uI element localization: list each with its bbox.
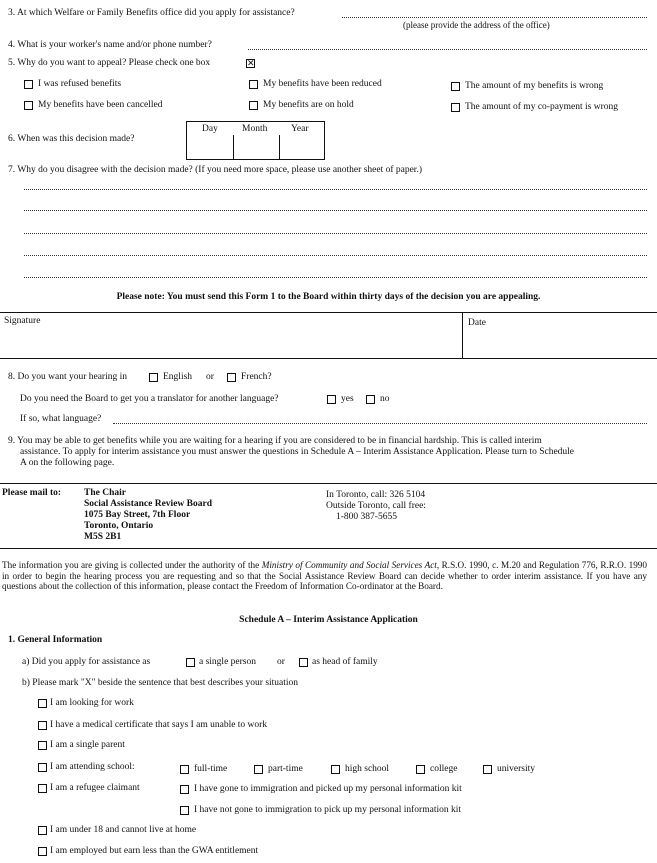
single-parent-checkbox[interactable] <box>38 741 47 750</box>
day-field[interactable] <box>187 135 233 159</box>
year-field[interactable] <box>280 135 324 159</box>
q8-label: 8. Do you want your hearing in <box>8 372 127 382</box>
mail-address-5: M5S 2B1 <box>84 532 122 542</box>
date-label: Date <box>468 318 486 328</box>
refused-checkbox[interactable] <box>24 80 33 89</box>
full-time-label: full-time <box>194 764 228 774</box>
translator-yes-label: yes <box>341 394 354 404</box>
q7-line-2[interactable] <box>24 210 647 211</box>
high-school-label: high school <box>345 764 390 774</box>
medical-label: I have a medical certificate that says I am unable to work <box>50 720 268 730</box>
mail-address-1: The Chair <box>84 488 126 498</box>
privacy-act: Ministry of Community and Social Services Act <box>261 560 437 570</box>
english-checkbox[interactable] <box>149 373 158 382</box>
q9-line-3: A on the following page. <box>20 458 115 468</box>
school-label: I am attending school: <box>50 762 135 772</box>
q5-example-checked-box <box>246 59 255 68</box>
immigration-picked-up-checkbox[interactable] <box>180 785 189 794</box>
phone-toronto: In Toronto, call: 326 5104 <box>326 490 426 500</box>
full-time-checkbox[interactable] <box>180 765 189 774</box>
q3-answer-line[interactable] <box>342 17 647 18</box>
looking-label: I am looking for work <box>50 698 134 708</box>
qb-label: b) Please mark "X" beside the sentence that best describes your situation <box>22 678 299 688</box>
q4-label: 4. What is your worker's name and/or phone number? <box>8 40 212 50</box>
french-label: French? <box>241 372 272 382</box>
translator-yes-checkbox[interactable] <box>327 395 336 404</box>
head-of-family-checkbox[interactable] <box>299 658 308 667</box>
employed-label: I am employed but earn less than the GWA entitlement <box>50 846 259 856</box>
mail-bottom-rule <box>0 548 657 549</box>
q7-line-4[interactable] <box>24 255 647 256</box>
refugee-label: I am a refugee claimant <box>50 783 140 793</box>
university-checkbox[interactable] <box>483 765 492 774</box>
part-time-label: part-time <box>268 764 303 774</box>
french-checkbox[interactable] <box>227 373 236 382</box>
school-checkbox[interactable] <box>38 763 47 772</box>
cancelled-label: My benefits have been cancelled <box>38 100 163 110</box>
immigration-picked-up-label: I have gone to immigration and picked up my personal information kit <box>194 784 462 794</box>
immigration-not-picked-up-label: I have not gone to immigration to pick up my personal information kit <box>194 805 462 815</box>
college-label: college <box>430 764 458 774</box>
language-answer-line[interactable] <box>113 423 647 424</box>
amount-wrong-label: The amount of my benefits is wrong <box>465 81 604 91</box>
mail-top-rule <box>0 483 657 484</box>
privacy-post: , R.S.O. 1990, c. M.20 and Regulation 776, R.R.O. 1990 in order to begin the hearing process you are requesting and so that the Social Assistance Review Board can decide whether to order interim assistance. If you have any questions about the collection of this information, please contact the Freedom of Information Co-ordinator at the Board. <box>2 560 647 591</box>
qa-or: or <box>277 657 285 667</box>
qa-label: a) Did you apply for assistance as <box>22 657 151 667</box>
month-label: Month <box>242 124 268 134</box>
medical-checkbox[interactable] <box>38 721 47 730</box>
mail-address-2: Social Assistance Review Board <box>84 499 212 509</box>
section-1-heading: 1. General Information <box>8 635 103 645</box>
translator-no-label: no <box>380 394 390 404</box>
english-label: English <box>163 372 193 382</box>
under-18-label: I am under 18 and cannot live at home <box>50 825 197 835</box>
q6-label: 6. When was this decision made? <box>8 134 135 144</box>
employed-checkbox[interactable] <box>38 847 47 856</box>
q3-label: 3. At which Welfare or Family Benefits office did you apply for assistance? <box>8 8 295 18</box>
date-field[interactable] <box>463 313 657 357</box>
signature-label: Signature <box>4 316 41 326</box>
schedule-title: Schedule A – Interim Assistance Application <box>239 615 418 625</box>
refugee-checkbox[interactable] <box>38 784 47 793</box>
q9-line-1: 9. You may be able to get benefits while you are waiting for a hearing if you are considered to be in financial hardship. This is called interim <box>8 436 542 446</box>
q7-line-3[interactable] <box>24 233 647 234</box>
day-label: Day <box>202 124 218 134</box>
cancelled-checkbox[interactable] <box>24 101 33 110</box>
language-question: If so, what language? <box>20 414 102 424</box>
refused-label: I was refused benefits <box>38 79 122 89</box>
single-person-label: a single person <box>199 657 256 667</box>
mail-label: Please mail to: <box>2 488 62 498</box>
looking-checkbox[interactable] <box>38 699 47 708</box>
amount-wrong-checkbox[interactable] <box>451 82 460 91</box>
year-label: Year <box>291 124 309 134</box>
immigration-not-picked-up-checkbox[interactable] <box>180 806 189 815</box>
copayment-wrong-label: The amount of my co-payment is wrong <box>465 102 619 112</box>
deadline-note: Please note: You must send this Form 1 to the Board within thirty days of the decision you are appealing. <box>116 292 541 302</box>
q7-line-5[interactable] <box>24 277 647 278</box>
college-checkbox[interactable] <box>416 765 425 774</box>
signature-bottom-rule <box>0 358 657 359</box>
reduced-checkbox[interactable] <box>249 80 258 89</box>
reduced-label: My benefits have been reduced <box>263 79 382 89</box>
translator-no-checkbox[interactable] <box>366 395 375 404</box>
q9-line-2: assistance. To apply for interim assistance you must answer the questions in Schedule A – Interim Assistance Application. Please turn to Schedule <box>20 447 575 457</box>
phone-outside: Outside Toronto, call free: <box>326 501 426 511</box>
single-person-checkbox[interactable] <box>186 658 195 667</box>
privacy-notice <box>2 560 647 592</box>
q5-label: 5. Why do you want to appeal? Please check one box <box>8 58 211 68</box>
q7-line-1[interactable] <box>24 189 647 190</box>
part-time-checkbox[interactable] <box>254 765 263 774</box>
q8-or: or <box>206 372 214 382</box>
on-hold-checkbox[interactable] <box>249 101 258 110</box>
phone-tollfree: 1-800 387-5655 <box>336 512 397 522</box>
mail-address-3: 1075 Bay Street, 7th Floor <box>84 510 191 520</box>
q7-label: 7. Why do you disagree with the decision made? (If you need more space, please use another sheet of paper.) <box>8 165 422 175</box>
head-of-family-label: as head of family <box>312 657 378 667</box>
on-hold-label: My benefits are on hold <box>263 100 354 110</box>
q4-answer-line[interactable] <box>248 49 647 50</box>
privacy-pre: The information you are giving is collected under the authority of the <box>2 560 262 570</box>
high-school-checkbox[interactable] <box>331 765 340 774</box>
decision-date-box <box>186 121 325 160</box>
copayment-wrong-checkbox[interactable] <box>451 103 460 112</box>
single-parent-label: I am a single parent <box>50 740 125 750</box>
q3-hint: (please provide the address of the office) <box>403 20 550 30</box>
mail-address-4: Toronto, Ontario <box>84 521 154 531</box>
university-label: university <box>497 764 535 774</box>
under-18-checkbox[interactable] <box>38 826 47 835</box>
signature-field[interactable] <box>0 313 461 357</box>
month-field[interactable] <box>234 135 279 159</box>
translator-question: Do you need the Board to get you a translator for another language? <box>20 394 279 404</box>
